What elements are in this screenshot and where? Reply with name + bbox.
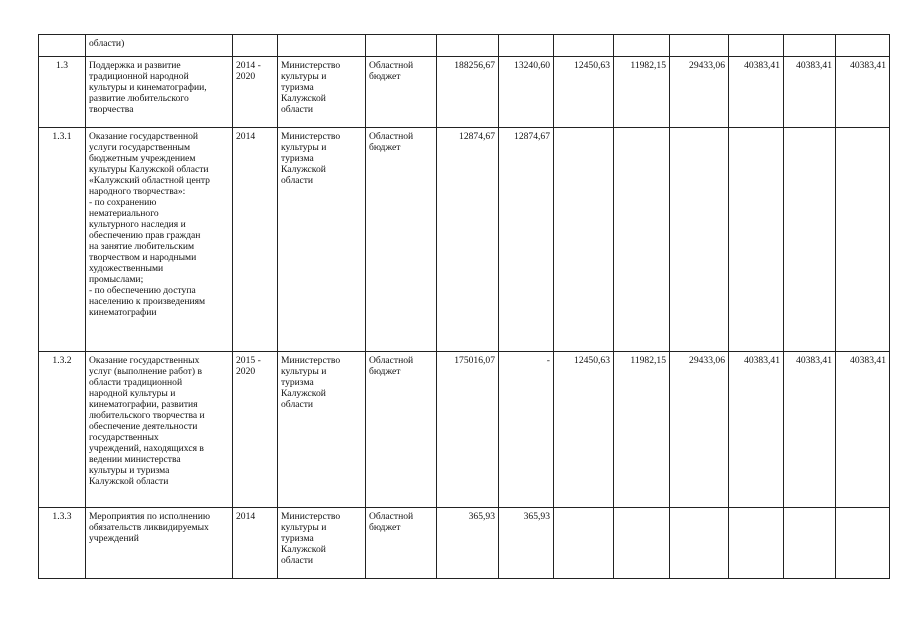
row-name: Оказание государственных услуг (выполнение работ) в области традиционной народной культуры и кинематографии, развития любительского творчества и обеспечение деятельности государственных учреждений, находящихся в ведении министерства культуры и туризма Калужской области [86, 352, 233, 508]
row-value-2019 [784, 128, 836, 352]
row-code [39, 35, 86, 57]
row-years: 2014 [233, 128, 278, 352]
row-name: области) [86, 35, 233, 57]
row-value-2014: - [499, 352, 554, 508]
row-value-2015 [554, 35, 614, 57]
table-row [39, 508, 890, 579]
row-value-2018: 40383,41 [729, 57, 784, 128]
row-name: Поддержка и развитие традиционной народной культуры и кинематографии, развитие любительского творчества [86, 57, 233, 128]
row-years: 2015 - 2020 [233, 352, 278, 508]
row-value-2019 [784, 508, 836, 579]
row-value-2018 [729, 35, 784, 57]
program-funding-table [38, 34, 890, 579]
row-executor: Министерство культуры и туризма Калужской области [278, 57, 366, 128]
row-total: 175016,07 [437, 352, 499, 508]
table-row [39, 57, 890, 128]
row-value-2017 [670, 35, 729, 57]
row-source: Областной бюджет [366, 508, 437, 579]
table-row [39, 352, 890, 508]
row-value-2014: 12874,67 [499, 128, 554, 352]
row-value-2014: 365,93 [499, 508, 554, 579]
row-value-2017 [670, 128, 729, 352]
row-value-2019 [784, 35, 836, 57]
row-years: 2014 [233, 508, 278, 579]
row-value-2018 [729, 508, 784, 579]
row-value-2015 [554, 128, 614, 352]
row-value-2017: 29433,06 [670, 352, 729, 508]
row-value-2019: 40383,41 [784, 352, 836, 508]
row-value-2020 [836, 508, 890, 579]
table-row [39, 128, 890, 352]
row-executor [278, 35, 366, 57]
row-total: 365,93 [437, 508, 499, 579]
row-code: 1.3.3 [39, 508, 86, 579]
row-years [233, 35, 278, 57]
row-source: Областной бюджет [366, 128, 437, 352]
row-value-2018 [729, 128, 784, 352]
row-value-2016 [614, 128, 670, 352]
row-source [366, 35, 437, 57]
row-value-2020: 40383,41 [836, 57, 890, 128]
row-value-2020: 40383,41 [836, 352, 890, 508]
row-total: 12874,67 [437, 128, 499, 352]
row-value-2020 [836, 128, 890, 352]
row-value-2017: 29433,06 [670, 57, 729, 128]
row-value-2019: 40383,41 [784, 57, 836, 128]
row-value-2015: 12450,63 [554, 352, 614, 508]
row-source: Областной бюджет [366, 352, 437, 508]
row-value-2016: 11982,15 [614, 352, 670, 508]
row-total: 188256,67 [437, 57, 499, 128]
row-executor: Министерство культуры и туризма Калужской области [278, 508, 366, 579]
row-value-2015: 12450,63 [554, 57, 614, 128]
row-value-2016: 11982,15 [614, 57, 670, 128]
row-value-2016 [614, 508, 670, 579]
row-value-2014: 13240,60 [499, 57, 554, 128]
row-value-2014 [499, 35, 554, 57]
row-value-2016 [614, 35, 670, 57]
row-value-2017 [670, 508, 729, 579]
row-code: 1.3.2 [39, 352, 86, 508]
table-row [39, 35, 890, 57]
document-page [38, 34, 889, 579]
row-value-2020 [836, 35, 890, 57]
row-executor: Министерство культуры и туризма Калужской области [278, 128, 366, 352]
row-value-2015 [554, 508, 614, 579]
row-name: Оказание государственной услуги государственным бюджетным учреждением культуры Калужской области «Калужский областной центр народного творчества»: - по сохранению нематериального культурного наследия и обеспечению прав граждан на занятие любительским творчеством и народными художественными промыслами; - по обеспечению доступа населению к произведениям кинематографии [86, 128, 233, 352]
row-code: 1.3 [39, 57, 86, 128]
row-source: Областной бюджет [366, 57, 437, 128]
row-years: 2014 - 2020 [233, 57, 278, 128]
row-total [437, 35, 499, 57]
row-name: Мероприятия по исполнению обязательств ликвидируемых учреждений [86, 508, 233, 579]
row-executor: Министерство культуры и туризма Калужской области [278, 352, 366, 508]
row-code: 1.3.1 [39, 128, 86, 352]
row-value-2018: 40383,41 [729, 352, 784, 508]
